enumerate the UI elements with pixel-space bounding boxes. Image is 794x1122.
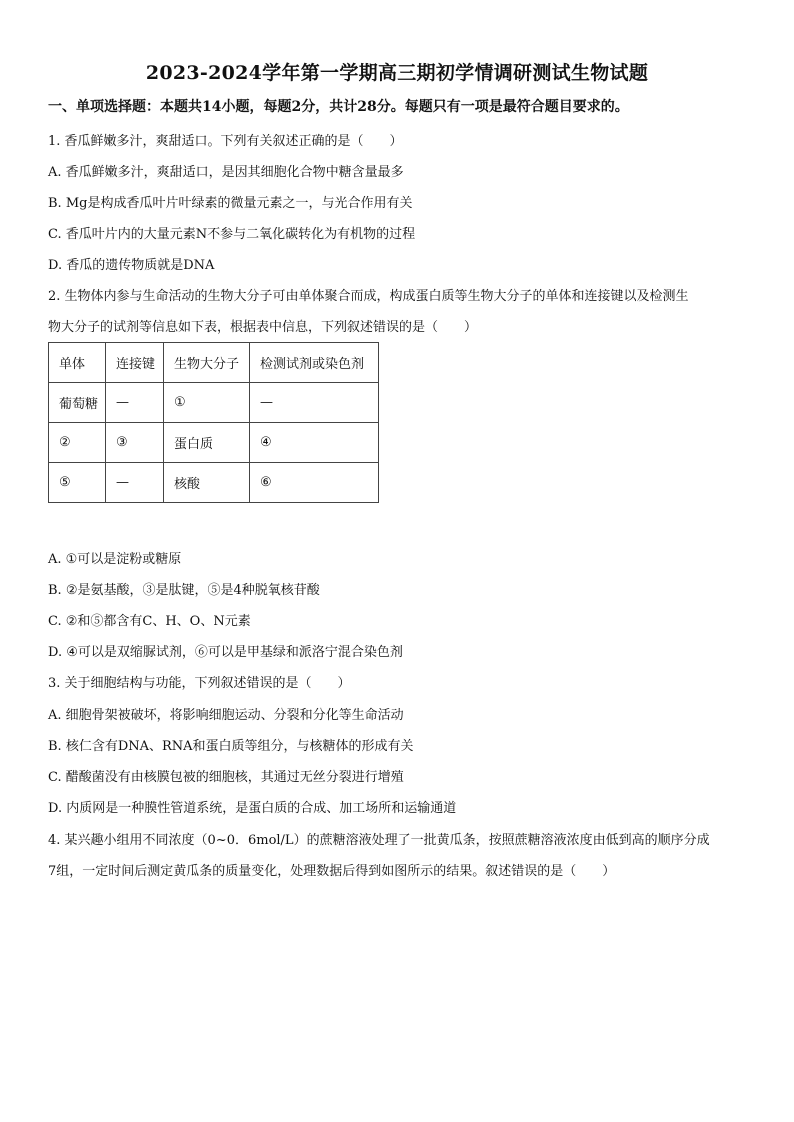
table-cell: ④	[250, 423, 379, 463]
table-cell: 蛋白质	[164, 423, 250, 463]
question-2-option-b: B. ②是氨基酸，③是肽键，⑤是4种脱氧核苷酸	[48, 583, 320, 598]
table-row	[49, 463, 379, 503]
question-2-option-d: D. ④可以是双缩脲试剂，⑥可以是甲基绿和派洛宁混合染色剂	[48, 645, 403, 660]
biomolecule-table	[48, 342, 379, 503]
question-2-option-c: C. ②和⑤都含有C、H、O、N元素	[48, 614, 251, 629]
question-2-stem-line2: 物大分子的试剂等信息如下表，根据表中信息，下列叙述错误的是（ ）	[48, 320, 478, 335]
table-cell: ①	[164, 383, 250, 423]
table-cell: —	[106, 463, 164, 503]
table-header-cell: 单体	[49, 343, 106, 383]
question-4-stem-line2: 7组，一定时间后测定黄瓜条的质量变化，处理数据后得到如图所示的结果。叙述错误的是（ ）	[48, 864, 616, 879]
question-4-stem-line1: 4. 某兴趣小组用不同浓度（0~0．6mol/L）的蔗糖溶液处理了一批黄瓜条，按照蔗糖溶液浓度由低到高的顺序分成	[48, 833, 710, 848]
table-header-cell: 检测试剂或染色剂	[250, 343, 379, 383]
table-row	[49, 383, 379, 423]
table-cell: ⑤	[49, 463, 106, 503]
table-cell: ⑥	[250, 463, 379, 503]
question-1-option-b: B. Mg是构成香瓜叶片叶绿素的微量元素之一，与光合作用有关	[48, 196, 413, 211]
table-cell: ③	[106, 423, 164, 463]
table-cell: —	[250, 383, 379, 423]
question-3-option-a: A. 细胞骨架被破坏，将影响细胞运动、分裂和分化等生命活动	[48, 708, 404, 723]
question-3-option-c: C. 醋酸菌没有由核膜包被的细胞核，其通过无丝分裂进行增殖	[48, 770, 404, 785]
question-3-stem: 3. 关于细胞结构与功能，下列叙述错误的是（ ）	[48, 676, 351, 691]
table-cell: ②	[49, 423, 106, 463]
table-header-cell: 生物大分子	[164, 343, 250, 383]
table-cell: 核酸	[164, 463, 250, 503]
question-2-option-a: A. ①可以是淀粉或糖原	[48, 552, 182, 567]
section-heading: 一、单项选择题：本题共14小题，每题2分，共计28分。每题只有一项是最符合题目要求的。	[48, 99, 629, 115]
table-cell: —	[106, 383, 164, 423]
question-1-option-d: D. 香瓜的遗传物质就是DNA	[48, 258, 215, 273]
table-header-cell: 连接键	[106, 343, 164, 383]
page-title: 2023-2024学年第一学期高三期初学情调研测试生物试题	[145, 62, 649, 84]
question-1-option-a: A. 香瓜鲜嫩多汁，爽甜适口，是因其细胞化合物中糖含量最多	[48, 165, 404, 180]
table-header-row	[49, 343, 379, 383]
question-3-option-d: D. 内质网是一种膜性管道系统，是蛋白质的合成、加工场所和运输通道	[48, 801, 457, 816]
table-row	[49, 423, 379, 463]
table-cell: 葡萄糖	[49, 383, 106, 423]
question-1-option-c: C. 香瓜叶片内的大量元素N不参与二氧化碳转化为有机物的过程	[48, 227, 416, 242]
question-3-option-b: B. 核仁含有DNA、RNA和蛋白质等组分，与核糖体的形成有关	[48, 739, 414, 754]
question-2-stem-line1: 2. 生物体内参与生命活动的生物大分子可由单体聚合而成，构成蛋白质等生物大分子的单体和连接键以及检测生	[48, 289, 689, 304]
question-1-stem: 1. 香瓜鲜嫩多汁，爽甜适口。下列有关叙述正确的是（ ）	[48, 134, 403, 149]
